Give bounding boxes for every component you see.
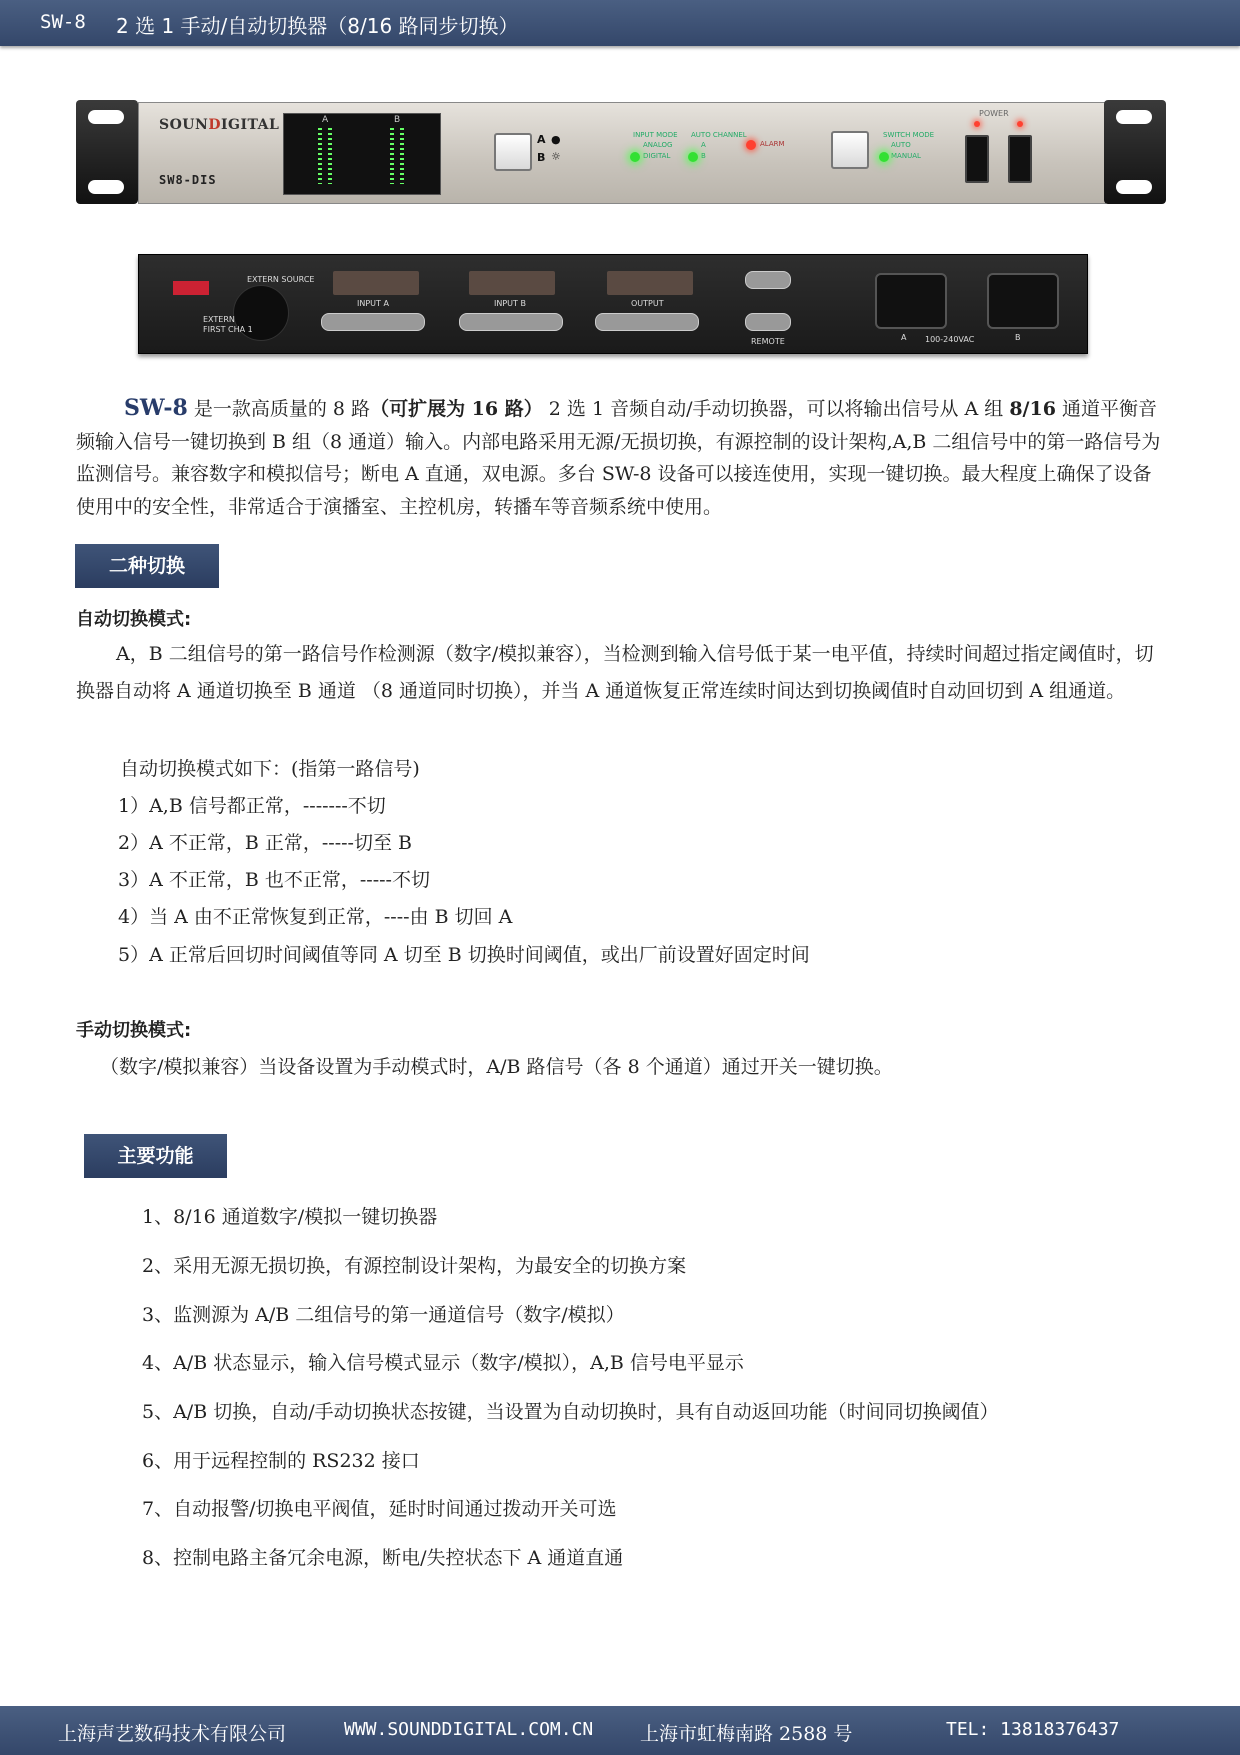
psu-a-label: A: [901, 333, 907, 342]
digital-label: DIGITAL: [643, 152, 671, 160]
intro-bold: （可扩展为 16 路）: [370, 398, 543, 420]
power-led-1: [974, 121, 980, 127]
analog-label: ANALOG: [643, 141, 673, 149]
brand-logo: SOUNDIGITAL: [159, 117, 280, 133]
auto-list-item: 1）A,B 信号都正常，-------不切: [118, 795, 386, 817]
header-bar: [0, 0, 1240, 46]
intro-text: 2 选 1 音频自动/手动切换器，可以将输出信号从 A 组: [542, 398, 1010, 420]
auto-mode-heading: 自动切换模式:: [76, 609, 192, 630]
channel-b-label: B: [701, 152, 706, 160]
feature-item: 2、采用无源无损切换，有源控制设计架构，为最安全的切换方案: [142, 1255, 687, 1277]
power-switch-2: [1008, 135, 1032, 183]
power-label: POWER: [979, 109, 1009, 118]
auto-list-item: 2）A 不正常，B 正常，-----切至 B: [118, 832, 412, 854]
output-label: OUTPUT: [631, 299, 664, 308]
auto-list-item: 3）A 不正常，B 也不正常，-----不切: [118, 869, 430, 891]
rs232-connector: [745, 271, 791, 289]
model-label: SW8-DIS: [159, 173, 217, 187]
ab-select-button: [494, 133, 532, 171]
intro-text: 是一款高质量的 8 路: [187, 398, 371, 420]
input-a-label: INPUT A: [357, 299, 389, 308]
sun-icon: ☼: [551, 150, 561, 163]
mode-select-button: [831, 131, 869, 169]
rack-ear-left: [76, 100, 138, 204]
extern-source-label: EXTERN SOURCE: [247, 275, 315, 284]
remote-connector: [745, 313, 791, 331]
manual-mode-text: （数字/模拟兼容）当设备设置为手动模式时，A/B 路信号（各 8 个通道）通过开关一键切换。: [100, 1056, 893, 1078]
section-title-switching: 二种切换: [75, 544, 219, 588]
label-plate: [469, 271, 555, 295]
power-inlet-b: [987, 273, 1059, 329]
switch-mode-label: SWITCH MODE: [883, 131, 935, 139]
rear-panel-image: [138, 254, 1088, 354]
sel-label-a: A: [537, 133, 546, 146]
power-led-2: [1017, 121, 1023, 127]
feature-item: 8、控制电路主备冗余电源，断电/失控状态下 A 通道直通: [142, 1547, 624, 1569]
meter-bar: [328, 128, 332, 184]
feature-item: 3、监测源为 A/B 二组信号的第一通道信号（数字/模拟）: [142, 1304, 625, 1326]
manual-mode-heading: 手动切换模式:: [76, 1020, 192, 1041]
auto-list-intro: 自动切换模式如下：(指第一路信号): [120, 758, 420, 780]
auto-channel-label: AUTO CHANNEL: [691, 131, 747, 139]
feature-item: 1、8/16 通道数字/模拟一键切换器: [142, 1206, 438, 1228]
product-name: SW-8: [124, 395, 188, 421]
digital-led: [630, 152, 640, 162]
feature-item: 5、A/B 切换，自动/手动切换状态按键，当设置为自动切换时，具有自动返回功能（时间同切换阈值）: [142, 1401, 999, 1423]
rack-ear-right: [1104, 100, 1166, 204]
extern-label: EXTERN: [203, 315, 235, 324]
footer-bar: [0, 1706, 1240, 1755]
meter-label-b: B: [394, 115, 401, 125]
label-plate: [333, 271, 419, 295]
footer-company: 上海声艺数码技术有限公司: [58, 1723, 287, 1745]
auto-list-item: 5）A 正常后回切时间阈值等同 A 切至 B 切换时间阈值，或出厂前设置好固定时间: [118, 944, 810, 966]
power-switch-1: [965, 135, 989, 183]
input-a-connector: [321, 313, 425, 331]
moon-icon: ●: [551, 133, 561, 146]
footer-website: WWW.SOUNDDIGITAL.COM.CN: [344, 1719, 594, 1740]
intro-bold: 8/16: [1009, 398, 1056, 420]
header-title: 2 选 1 手动/自动切换器（8/16 路同步切换）: [116, 14, 519, 38]
rack-hole: [88, 110, 124, 124]
feature-item: 6、用于远程控制的 RS232 接口: [142, 1450, 420, 1472]
footer-address: 上海市虹梅南路 2588 号: [640, 1723, 853, 1745]
footer-tel: TEL: 13818376437: [946, 1719, 1120, 1740]
input-mode-label: INPUT MODE: [633, 131, 678, 139]
sel-label-b: B: [537, 151, 546, 164]
level-meter: [283, 113, 441, 195]
meter-label-a: A: [322, 115, 329, 125]
intro-paragraph: [76, 392, 1166, 523]
section-title-features: 主要功能: [84, 1134, 227, 1178]
dip-switch: [173, 281, 209, 295]
auto-label: AUTO: [891, 141, 911, 149]
first-cha-label: FIRST CHA 1: [203, 325, 253, 334]
front-panel-image: [76, 100, 1166, 204]
remote-label: REMOTE: [751, 337, 785, 346]
front-faceplate: [138, 102, 1106, 204]
voltage-label: 100-240VAC: [925, 335, 975, 344]
meter-bar: [318, 128, 322, 184]
power-inlet-a: [875, 273, 947, 329]
intro-text: 通道平衡音频输入信号一键切换到 B 组（8 通道）输入。内部电路采用无源/无损切换，有源控制的设计架构,A,B 二组信号中的第一路信号为监测信号。兼容数字和模拟信号；断电 A 直通，双电源。多台 SW-8 设备可以接连使用，实现一键切换。最大程度上确保了设备使用中的安全性，非常适合于演播室、主控机房，转播车等音频系统中使用。: [76, 398, 1161, 518]
input-b-connector: [459, 313, 563, 331]
alarm-led: [746, 140, 756, 150]
manual-label: MANUAL: [891, 152, 921, 160]
meter-bar: [400, 128, 404, 184]
output-connector: [595, 313, 699, 331]
label-plate: [607, 271, 693, 295]
feature-item: 4、A/B 状态显示，输入信号模式显示（数字/模拟），A,B 信号电平显示: [142, 1352, 744, 1374]
feature-item: 7、自动报警/切换电平阀值，延时时间通过拨动开关可选: [142, 1498, 617, 1520]
auto-list-item: 4）当 A 由不正常恢复到正常，----由 B 切回 A: [118, 906, 513, 928]
rack-hole: [88, 180, 124, 194]
auto-mode-text: A，B 二组信号的第一路信号作检测源（数字/模拟兼容），当检测到输入信号低于某一电平值，持续时间超过指定阈值时，切换器自动将 A 通道切换至 B 通道 （8 通道同时切换），并当 A 通道恢复正常连续时间达到切换阈值时自动回切到 A 组通道。: [76, 643, 1154, 702]
header-code: SW-8: [40, 11, 86, 33]
rack-hole: [1116, 110, 1152, 124]
channel-a-label: A: [701, 141, 706, 149]
psu-b-label: B: [1015, 333, 1021, 342]
manual-led: [879, 152, 889, 162]
meter-bar: [390, 128, 394, 184]
input-b-label: INPUT B: [494, 299, 526, 308]
rack-hole: [1116, 180, 1152, 194]
alarm-label: ALARM: [760, 140, 785, 148]
channel-b-led: [688, 152, 698, 162]
